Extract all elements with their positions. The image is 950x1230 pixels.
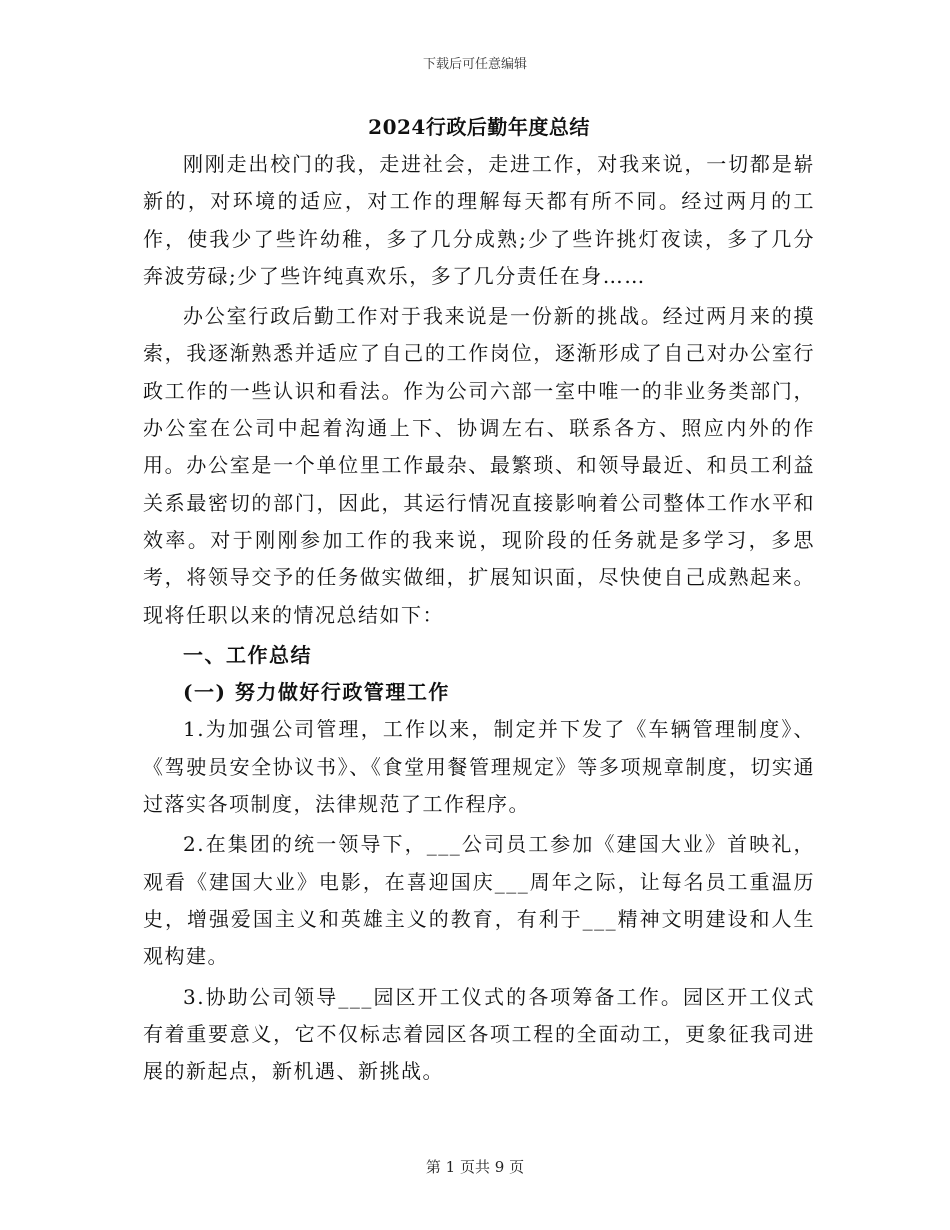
- list-item-2: 2.在集团的统一领导下，___公司员工参加《建国大业》首映礼，观看《建国大业》电影，在喜迎国庆___周年之际，让每名员工重温历史，增强爱国主义和英雄主义的教育，有利于___精神文明建设和人生观构建。: [143, 832, 815, 969]
- list-item-3: 3.协助公司领导___园区开工仪式的各项筹备工作。园区开工仪式有着重要意义，它不仅标志着园区各项工程的全面动工，更象征我司进展的新起点，新机遇、新挑战。: [143, 984, 815, 1084]
- section-heading-work-summary: 一、工作总结: [183, 642, 312, 667]
- document-body: [143, 112, 815, 1090]
- list-item-1: 1.为加强公司管理，工作以来，制定并下发了《车辆管理制度》、《驾驶员安全协议书》、《食堂用餐管理规定》等多项规章制度，切实通过落实各项制度，法律规范了工作程序。: [143, 717, 815, 817]
- paragraph-overview: 办公室行政后勤工作对于我来说是一份新的挑战。经过两月来的摸索，我逐渐熟悉并适应了自己的工作岗位，逐渐形成了自己对办公室行政工作的一些认识和看法。作为公司六部一室中唯一的非业务类部门，办公室在公司中起着沟通上下、协调左右、联系各方、照应内外的作用。办公室是一个单位里工作最杂、最繁琐、和领导最近、和员工利益关系最密切的部门，因此，其运行情况直接影响着公司整体工作水平和效率。对于刚刚参加工作的我来说，现阶段的任务就是多学习，多思考，将领导交予的任务做实做细，扩展知识面，尽快使自己成熟起来。现将任职以来的情况总结如下：: [143, 304, 815, 627]
- page-header-note: 下载后可任意编辑: [422, 57, 527, 72]
- document-title: 2024行政后勤年度总结: [368, 115, 590, 139]
- page-footer-number: 第 1 页共 9 页: [425, 1158, 525, 1176]
- paragraph-intro: 刚刚走出校门的我，走进社会，走进工作，对我来说，一切都是崭新的，对环境的适应，对工作的理解每天都有所不同。经过两月的工作，使我少了些许幼稚，多了几分成熟;少了些许挑灯夜读，多了几分奔波劳碌;少了些许纯真欢乐，多了几分责任在身……: [143, 152, 815, 288]
- subsection-heading-admin: (一) 努力做好行政管理工作: [183, 680, 450, 705]
